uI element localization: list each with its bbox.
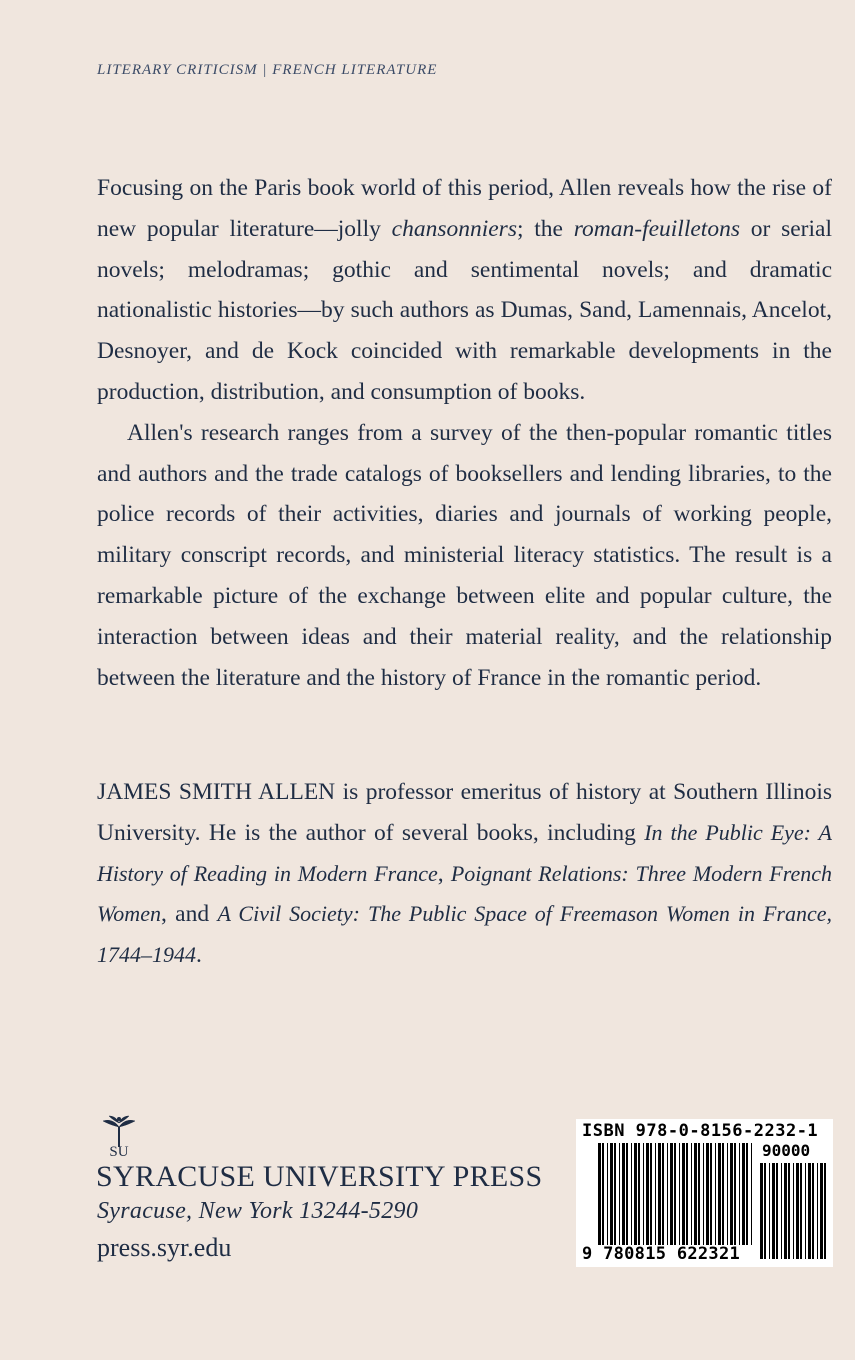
barcode-bar bbox=[769, 1163, 770, 1259]
book-title: Poignant Relations: Three Modern French Women bbox=[97, 860, 832, 927]
barcode-bar bbox=[764, 1163, 766, 1259]
logo-letters: SU bbox=[109, 1144, 129, 1157]
barcode-bar bbox=[598, 1143, 601, 1245]
barcode-bar bbox=[674, 1143, 676, 1245]
barcode-bar bbox=[781, 1163, 782, 1259]
barcode-bar bbox=[772, 1163, 775, 1259]
barcode-bar bbox=[691, 1143, 692, 1245]
barcode-bar bbox=[638, 1143, 640, 1245]
barcode-bar bbox=[682, 1143, 685, 1245]
barcode-bar bbox=[643, 1143, 644, 1245]
barcode-bar bbox=[824, 1163, 826, 1259]
book-title: In the Public Eye: A History of Reading in Modern France bbox=[97, 819, 832, 886]
barcode-bar bbox=[776, 1163, 778, 1259]
barcode-bar bbox=[614, 1143, 616, 1245]
barcode-bar bbox=[710, 1143, 712, 1245]
barcode-bar bbox=[610, 1143, 613, 1245]
barcode-bar bbox=[727, 1143, 728, 1245]
barcode-bar bbox=[800, 1163, 802, 1259]
barcode-bar bbox=[622, 1143, 625, 1245]
barcode-bar bbox=[662, 1143, 664, 1245]
barcode-bar bbox=[602, 1143, 604, 1245]
description-paragraph-2: Allen's research ranges from a survey of the then-popular romantic titles and authors and the trade catalogs of booksellers and lending libraries, to the police records of their activities, diaries and journals of working people, military conscript records, and ministerial literacy statistics. The result is a remarkable picture of the exchange between elite and popular culture, the interaction between ideas and their material reality, and the relationship between the literature and the history of France in the romantic period. bbox=[97, 419, 832, 691]
barcode-bar bbox=[619, 1143, 620, 1245]
barcode-bar bbox=[715, 1143, 716, 1245]
description bbox=[97, 168, 832, 698]
roman-feuilletons-term: roman-feuilletons bbox=[573, 215, 740, 242]
barcode-bar bbox=[742, 1143, 745, 1245]
isbn-label: ISBN 978-0-8156-2232-1 bbox=[582, 1121, 819, 1141]
description-paragraph-1: Focusing on the Paris book world of this period, Allen reveals how the rise of new popular literature—jolly chansonniers; the roman-feuilletons or serial novels; melodramas; gothic and sentimental novels; and dramatic nationalistic histories—by such authors as Dumas, Sand, Lamennais, Ancelot, Desnoyer, and de Kock coincided with remarkable developments in the production, distribution, and consumption of books. bbox=[97, 175, 832, 405]
chansonniers-term: chansonniers bbox=[391, 215, 517, 242]
barcode-bar bbox=[698, 1143, 700, 1245]
barcode-bar bbox=[718, 1143, 721, 1245]
category-label: LITERARY CRITICISM | FRENCH LITERATURE bbox=[97, 62, 438, 78]
barcode-bar bbox=[631, 1143, 632, 1245]
barcode-bar bbox=[658, 1143, 661, 1245]
syracuse-logo-icon bbox=[97, 1113, 141, 1157]
barcode-bar bbox=[746, 1143, 748, 1245]
barcode-bar bbox=[679, 1143, 680, 1245]
barcode-bar bbox=[722, 1143, 724, 1245]
author-bio: JAMES SMITH ALLEN is professor emeritus of history at Southern Illinois University. He is the author of several books, including In the Public Eye: A History of Reading in Modern France, Poignant Relations: Three Modern French Women, and A Civil Society: The Public Space of Freemason Women in France, 1744–1944. bbox=[97, 779, 832, 969]
barcode-bar bbox=[686, 1143, 688, 1245]
barcode-bar bbox=[812, 1163, 814, 1259]
barcode-bar bbox=[667, 1143, 668, 1245]
addon-digits: 90000 bbox=[762, 1141, 811, 1160]
barcode-bar bbox=[646, 1143, 649, 1245]
barcode-bar bbox=[739, 1143, 740, 1245]
barcode-bar bbox=[730, 1143, 733, 1245]
barcode-bar bbox=[760, 1163, 763, 1259]
barcode-bar bbox=[650, 1143, 652, 1245]
book-title: A Civil Society: The Public Space of Freemason Women in France, 1744–1944 bbox=[97, 901, 832, 968]
barcode-bar bbox=[703, 1143, 704, 1245]
barcode-bar bbox=[793, 1163, 794, 1259]
barcode-bar bbox=[694, 1143, 697, 1245]
isbn-barcode bbox=[576, 1119, 833, 1267]
barcode-bar bbox=[655, 1143, 656, 1245]
barcode-bar bbox=[734, 1143, 736, 1245]
barcode-bar bbox=[751, 1143, 752, 1245]
publisher-address: Syracuse, New York 13244-5290 bbox=[97, 1198, 419, 1224]
barcode-bar bbox=[788, 1163, 790, 1259]
barcode-bar bbox=[820, 1163, 823, 1259]
barcode-bar bbox=[805, 1163, 806, 1259]
publisher-name: SYRACUSE UNIVERSITY PRESS bbox=[96, 1160, 543, 1193]
barcode-bar bbox=[808, 1163, 811, 1259]
barcode-bar bbox=[634, 1143, 637, 1245]
ean-digits: 9 780815 622321 bbox=[582, 1244, 741, 1264]
barcode-bar bbox=[706, 1143, 709, 1245]
barcode-bar bbox=[796, 1163, 799, 1259]
barcode-bar bbox=[817, 1163, 818, 1259]
barcode-bar bbox=[784, 1163, 787, 1259]
publisher-url: press.syr.edu bbox=[97, 1233, 232, 1262]
barcode-bar bbox=[670, 1143, 673, 1245]
barcode-bar bbox=[607, 1143, 608, 1245]
barcode-bar bbox=[626, 1143, 628, 1245]
